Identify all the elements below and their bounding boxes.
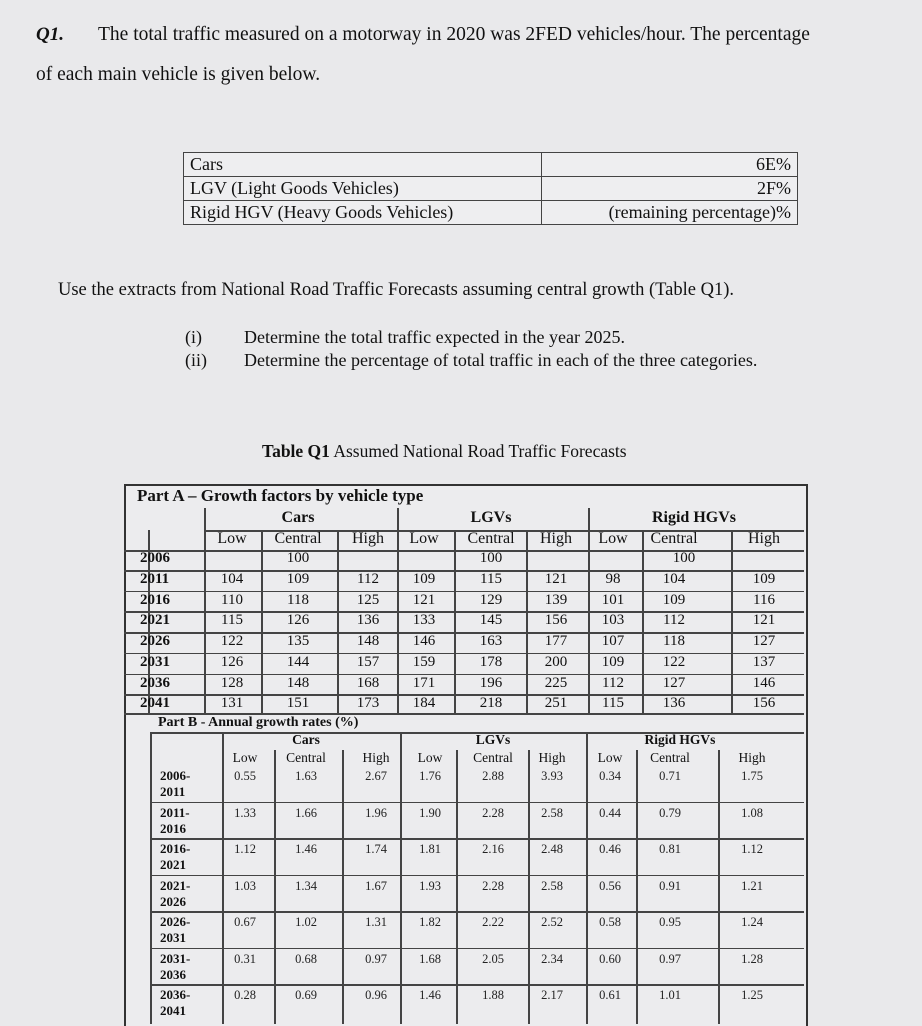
part-a-year-label: 2006: [140, 550, 170, 566]
part-a-value: 126: [220, 653, 244, 670]
part-a-value: 129: [479, 591, 503, 608]
part-b-value: 1.81: [419, 842, 441, 856]
part-b-value: 1.66: [295, 805, 317, 820]
part-a-value: 146: [412, 633, 436, 650]
part-a-subheader: Central: [650, 530, 698, 547]
part-a-value: 156: [544, 612, 568, 629]
part-a-value: 121: [544, 571, 568, 587]
part-a-value: 122: [220, 633, 244, 650]
part-a-value: 112: [602, 674, 624, 691]
part-b-value: 0.79: [659, 805, 681, 820]
part-b-period-label: 2036-: [160, 987, 191, 1002]
part-b-value: 0.61: [599, 988, 621, 1002]
part-a-year-label: 2036: [140, 674, 170, 691]
part-a-value: 118: [287, 591, 309, 608]
part-b-value: 0.67: [234, 915, 256, 929]
part-a-value: 112: [357, 571, 379, 587]
part-b-value: 0.31: [234, 951, 256, 966]
part-a-value: 109: [752, 571, 776, 587]
vehicle-label: LGV (Light Goods Vehicles): [184, 177, 542, 201]
table-vertical-rule: [718, 750, 720, 1024]
part-b-value: 2.48: [541, 842, 563, 856]
table-title-label: Table Q1: [262, 441, 330, 461]
part-b-value: 0.44: [599, 805, 621, 820]
part-a-subheader: Low: [598, 530, 628, 547]
part-b-period-label: 2026-: [160, 914, 191, 929]
vehicle-percentage-table: [183, 152, 798, 225]
part-a-subheader: High: [748, 530, 780, 547]
part-b-subheader: Low: [597, 750, 623, 765]
part-a-value: 98: [605, 571, 621, 587]
vehicle-label: Rigid HGV (Heavy Goods Vehicles): [184, 201, 542, 225]
part-a-value: 125: [356, 591, 380, 608]
part-a-subheader: Central: [467, 530, 515, 547]
part-b-period-label: 2016: [160, 820, 186, 836]
part-a-value: 163: [479, 633, 503, 650]
part-b-value: 0.97: [659, 951, 681, 966]
part-b-value: 2.16: [482, 842, 504, 856]
part-a-value: 135: [286, 633, 310, 650]
part-b-value: 1.90: [419, 805, 441, 820]
part-b-subheader: High: [538, 750, 566, 765]
part-b-subheader: High: [738, 750, 766, 765]
table-title: [262, 441, 627, 462]
part-b-period-label: 2041: [160, 1003, 186, 1018]
part-b-value: 1.03: [234, 878, 256, 893]
part-a-title: Part A – Growth factors by vehicle type: [137, 486, 424, 505]
part-b-value: 0.95: [659, 915, 681, 929]
part-a-group-header: Cars: [281, 509, 315, 526]
instruction-text: Use the extracts from National Road Traffic Forecasts assuming central growth (Table Q1).: [58, 280, 735, 300]
part-a-base-value: 100: [672, 550, 696, 566]
part-b-value: 0.91: [659, 878, 681, 893]
table-title-text: Assumed National Road Traffic Forecasts: [329, 441, 627, 461]
part-a-value: 109: [662, 591, 686, 608]
part-a-group-header: LGVs: [470, 509, 512, 526]
part-a-value: 115: [221, 612, 243, 629]
part-b-value: 1.28: [741, 951, 763, 966]
task-text: Determine the total traffic expected in the year 2025.: [244, 327, 626, 347]
part-b-value: 3.93: [541, 769, 563, 783]
part-b-group-header: Rigid HGVs: [644, 732, 716, 747]
part-b-value: 2.22: [482, 915, 504, 929]
part-a-value: 110: [221, 591, 243, 608]
part-b-value: 2.52: [541, 915, 563, 929]
part-b-period-label: 2021-: [160, 877, 191, 893]
part-b-period-label: 2031-: [160, 950, 191, 966]
part-a-value: 144: [286, 653, 310, 670]
part-b-value: 1.12: [234, 842, 256, 856]
table-horizontal-rule: [124, 713, 804, 715]
part-b-value: 2.34: [541, 951, 563, 966]
table-vertical-rule: [342, 750, 344, 1024]
part-a-base-value: 100: [479, 550, 503, 566]
part-a-value: 137: [752, 653, 776, 670]
part-b-value: 1.68: [419, 951, 441, 966]
part-a-value: 168: [356, 674, 380, 691]
part-a-value: 196: [479, 674, 503, 691]
part-b-value: 2.58: [541, 878, 563, 893]
part-b-value: 0.60: [599, 951, 621, 966]
part-b-value: 1.24: [741, 915, 763, 929]
vehicle-row: [184, 177, 798, 201]
part-a-value: 156: [752, 695, 776, 712]
part-b-value: 1.96: [365, 805, 387, 820]
vehicle-percentage: 6E%: [542, 153, 798, 177]
part-a-value: 112: [663, 612, 685, 629]
part-b-period-label: 2011-: [160, 804, 190, 820]
part-a-year-label: 2026: [140, 633, 170, 650]
part-a-group-header: Rigid HGVs: [651, 509, 736, 526]
part-a-value: 109: [601, 653, 625, 670]
part-b-value: 1.88: [482, 988, 504, 1002]
vehicle-row: [184, 201, 798, 225]
part-b-value: 1.74: [365, 842, 387, 856]
part-a-value: 101: [601, 591, 625, 608]
part-b-period-label: 2021: [160, 857, 186, 872]
part-a-subheader: Low: [217, 530, 247, 547]
part-b-subheader: Central: [286, 750, 326, 765]
part-a-value: 159: [412, 653, 436, 670]
part-b-value: 2.88: [482, 769, 504, 783]
table-vertical-rule: [274, 750, 276, 1024]
part-b-subheader: High: [362, 750, 390, 765]
part-a-subheader: High: [352, 530, 384, 547]
part-a-year-label: 2011: [140, 571, 170, 587]
part-b-value: 1.25: [741, 988, 763, 1002]
task-number: (ii): [185, 350, 207, 370]
part-a-value: 121: [412, 591, 436, 608]
task-number: (i): [185, 327, 202, 347]
part-b-value: 0.97: [365, 951, 387, 966]
part-b-title: Part B - Annual growth rates (%): [158, 715, 359, 730]
part-b-value: 0.55: [234, 769, 256, 783]
part-b-value: 1.82: [419, 915, 441, 929]
part-b-value: 0.34: [599, 769, 621, 783]
vehicle-label: Cars: [184, 153, 542, 177]
part-b-value: 1.46: [419, 988, 441, 1002]
part-a-value: 171: [412, 674, 436, 691]
part-a-value: 146: [752, 674, 776, 691]
question-text-line-1: The total traffic measured on a motorway in 2020 was 2FED vehicles/hour. The percentage: [98, 24, 810, 45]
part-a-value: 127: [662, 674, 686, 691]
part-b-value: 1.46: [295, 842, 317, 856]
part-b-subheader: Low: [417, 750, 443, 765]
part-b-value: 1.08: [741, 805, 763, 820]
table-horizontal-rule: [150, 948, 804, 950]
part-b-period-label: 2006-: [160, 768, 191, 783]
vehicle-percentage: (remaining percentage)%: [542, 201, 798, 225]
part-b-value: 1.12: [741, 842, 763, 856]
question-number: Q1.: [36, 24, 64, 45]
part-a-value: 118: [663, 633, 685, 650]
part-a-value: 148: [286, 674, 310, 691]
part-b-value: 1.34: [295, 878, 317, 893]
part-b-subheader: Low: [232, 750, 258, 765]
part-a-subheader: Central: [274, 530, 322, 547]
part-a-value: 107: [601, 633, 625, 650]
part-b-subheader: Central: [473, 750, 513, 765]
part-a-value: 128: [220, 674, 244, 691]
part-b-value: 1.67: [365, 878, 387, 893]
part-b-value: 1.63: [295, 769, 317, 783]
part-b-value: 2.67: [365, 769, 387, 783]
vehicle-row: [184, 153, 798, 177]
part-b-value: 1.01: [659, 988, 681, 1002]
part-b-period-label: 2016-: [160, 841, 191, 856]
table-vertical-rule: [150, 732, 152, 1024]
part-a-value: 145: [479, 612, 503, 629]
part-a-year-label: 2016: [140, 591, 170, 608]
part-b-value: 1.33: [234, 805, 256, 820]
vehicle-percentage: 2F%: [542, 177, 798, 201]
question-text-line-2: of each main vehicle is given below.: [36, 64, 321, 85]
part-a-value: 103: [601, 612, 625, 629]
part-a-value: 218: [479, 695, 503, 712]
part-a-value: 116: [753, 591, 775, 608]
part-a-value: 115: [602, 695, 624, 712]
part-a-subheader: Low: [409, 530, 439, 547]
part-b-value: 2.58: [541, 805, 563, 820]
part-a-value: 200: [544, 653, 568, 670]
part-b-value: 0.58: [599, 915, 621, 929]
table-horizontal-rule: [150, 984, 804, 986]
part-a-value: 104: [220, 571, 244, 587]
part-a-value: 122: [662, 653, 686, 670]
part-a-subheader: High: [540, 530, 572, 547]
part-b-value: 0.56: [599, 878, 621, 893]
part-b-value: 2.05: [482, 951, 504, 966]
part-b-value: 1.75: [741, 769, 763, 783]
table-horizontal-rule: [150, 838, 804, 840]
part-a-value: 127: [752, 633, 776, 650]
part-b-value: 2.28: [482, 805, 504, 820]
part-b-value: 0.96: [365, 988, 387, 1002]
part-a-value: 148: [356, 633, 380, 650]
part-b-value: 0.81: [659, 842, 681, 856]
part-a-year-label: 2041: [140, 695, 170, 712]
part-a-value: 184: [412, 695, 436, 712]
part-a-value: 136: [662, 695, 686, 712]
part-a-value: 104: [662, 571, 686, 587]
part-b-period-label: 2036: [160, 966, 186, 982]
part-a-value: 251: [544, 695, 568, 712]
part-b-value: 0.68: [295, 951, 317, 966]
table-vertical-rule: [454, 530, 456, 714]
part-a-value: 109: [286, 571, 310, 587]
part-b-value: 1.76: [419, 769, 441, 783]
part-b-value: 0.69: [295, 988, 317, 1002]
part-b-value: 1.93: [419, 878, 441, 893]
part-b-value: 2.17: [541, 988, 563, 1002]
part-b-group-header: Cars: [292, 732, 320, 747]
part-b-period-label: 2026: [160, 893, 186, 909]
part-b-value: 1.31: [365, 915, 387, 929]
part-a-value: 109: [412, 571, 436, 587]
table-horizontal-rule: [150, 875, 804, 877]
table-horizontal-rule: [150, 802, 804, 804]
part-a-value: 178: [479, 653, 503, 670]
part-a-base-value: 100: [286, 550, 310, 566]
part-b-period-label: 2011: [160, 784, 186, 799]
part-b-group-header: LGVs: [475, 732, 511, 747]
part-b-value: 0.46: [599, 842, 621, 856]
part-a-year-label: 2031: [140, 653, 170, 670]
part-a-value: 131: [220, 695, 244, 712]
task-text: Determine the percentage of total traffic in each of the three categories.: [244, 350, 758, 370]
part-b-value: 1.21: [741, 878, 763, 893]
part-a-value: 139: [544, 591, 568, 608]
part-b-value: 1.02: [295, 915, 317, 929]
part-b-subheader: Central: [650, 750, 690, 765]
part-a-value: 121: [752, 612, 776, 629]
part-a-value: 177: [544, 633, 568, 650]
part-b-value: 0.71: [659, 769, 681, 783]
part-a-value: 136: [356, 612, 380, 629]
part-b-period-label: 2031: [160, 930, 186, 945]
part-a-value: 133: [412, 612, 436, 629]
part-a-value: 157: [356, 653, 380, 670]
part-a-value: 173: [356, 695, 380, 712]
part-a-value: 151: [286, 695, 310, 712]
table-vertical-rule: [731, 530, 733, 714]
part-a-value: 126: [286, 612, 310, 629]
table-horizontal-rule: [150, 911, 804, 913]
part-a-value: 115: [480, 571, 502, 587]
part-a-value: 225: [544, 674, 568, 691]
part-b-value: 0.28: [234, 988, 256, 1002]
part-b-value: 2.28: [482, 878, 504, 893]
part-a-year-label: 2021: [140, 612, 170, 629]
